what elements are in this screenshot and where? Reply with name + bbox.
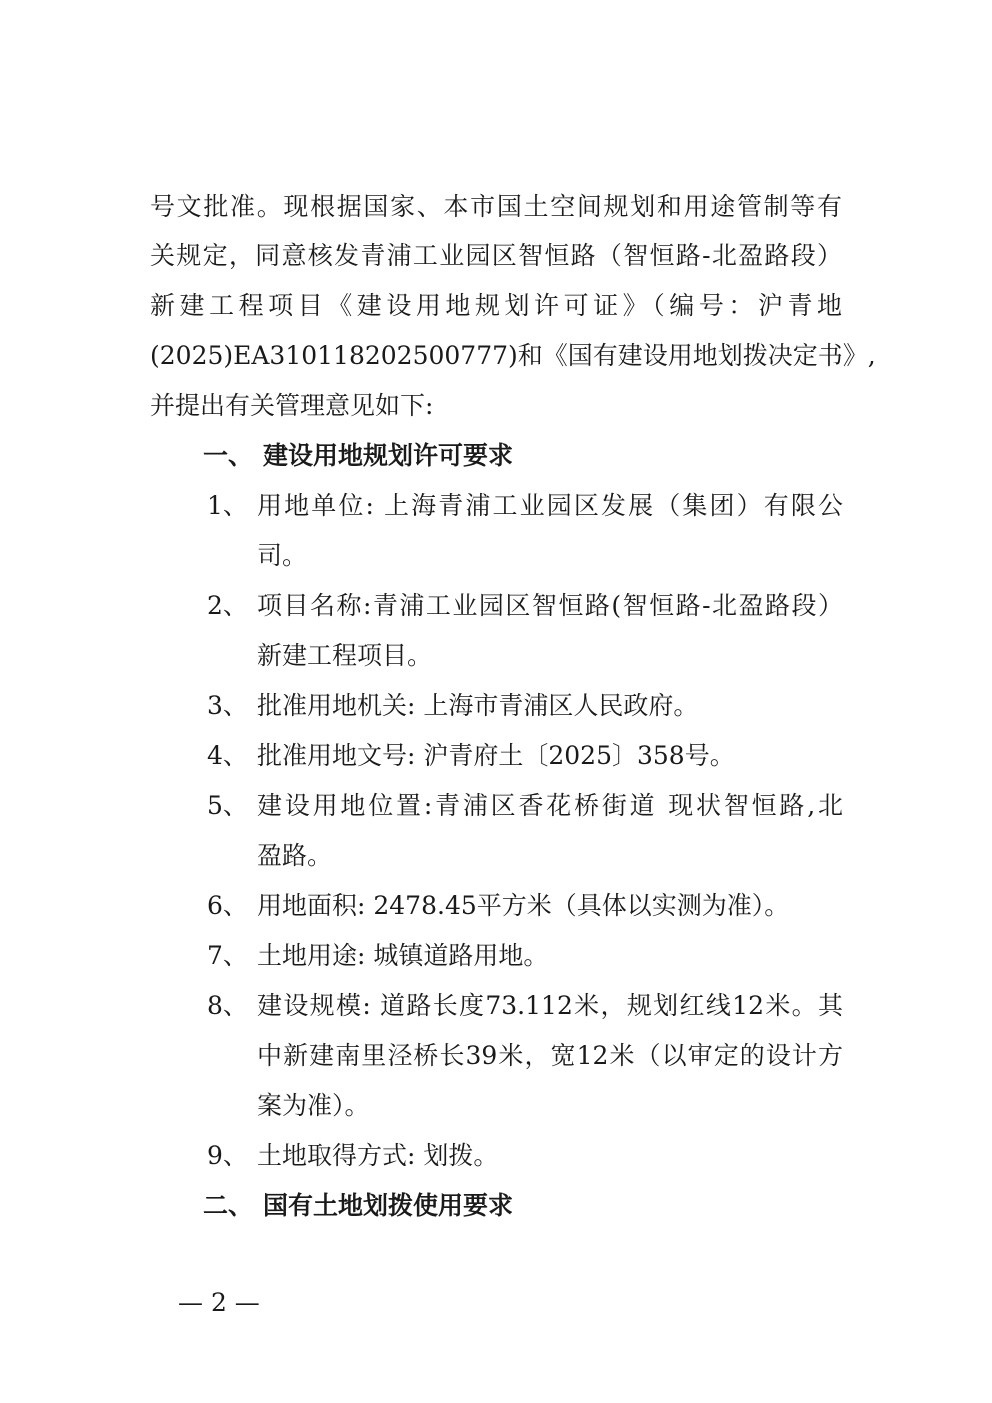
list-item-index: 1、: [207, 491, 248, 520]
section-title: 国有土地划拨使用要求: [263, 1191, 514, 1220]
list-item-index: 4、: [207, 741, 248, 770]
page-number: — 2 —: [178, 1288, 260, 1317]
paragraph-line-4: (2025)EA310118202500777)和《国有建设用地划拨决定书》,: [150, 341, 876, 370]
paragraph-line-3: 新建工程项目《建设用地规划许可证》（编号：沪青地: [150, 291, 842, 320]
section-number: 一、: [203, 441, 254, 470]
section-title: 建设用地规划许可要求: [263, 441, 514, 470]
list-item-text: 批准用地文号: 沪青府土〔2025〕358号。: [257, 741, 735, 770]
paragraph-line-1: 号文批准。现根据国家、本市国土空间规划和用途管制等有: [150, 192, 842, 221]
list-item-text: 建设用地位置:青浦区香花桥街道 现状智恒路,北: [257, 791, 843, 820]
list-item-continuation: 中新建南里泾桥长39米，宽12米（以审定的设计方: [257, 1041, 843, 1070]
list-item-continuation: 案为准）。: [257, 1091, 370, 1120]
list-item-text: 用地单位: 上海青浦工业园区发展（集团）有限公: [257, 491, 843, 520]
list-item-index: 7、: [207, 941, 248, 970]
list-item-text: 批准用地机关: 上海市青浦区人民政府。: [257, 691, 699, 720]
list-item-continuation: 盈路。: [257, 841, 333, 870]
list-item-index: 5、: [207, 791, 248, 820]
list-item-index: 6、: [207, 891, 248, 920]
section-heading-2: [203, 1189, 513, 1223]
list-item-text: 项目名称:青浦工业园区智恒路(智恒路-北盈路段）: [257, 591, 843, 620]
list-item-index: 8、: [207, 991, 248, 1020]
paragraph-line-2: 关规定，同意核发青浦工业园区智恒路（智恒路-北盈路段）: [150, 241, 842, 270]
list-item-index: 9、: [207, 1141, 248, 1170]
list-item-index: 2、: [207, 591, 248, 620]
list-item-text: 土地取得方式: 划拨。: [257, 1141, 499, 1170]
list-item-continuation: 司。: [257, 541, 308, 570]
list-item-text: 用地面积: 2478.45平方米（具体以实测为准）。: [257, 891, 790, 920]
section-number: 二、: [203, 1191, 254, 1220]
list-item-text: 土地用途: 城镇道路用地。: [257, 941, 549, 970]
paragraph-line-5: 并提出有关管理意见如下:: [150, 391, 434, 420]
list-item-text: 建设规模: 道路长度73.112米，规划红线12米。其: [257, 991, 843, 1020]
list-item-continuation: 新建工程项目。: [257, 641, 433, 670]
section-heading-1: [203, 439, 513, 473]
list-item-index: 3、: [207, 691, 248, 720]
